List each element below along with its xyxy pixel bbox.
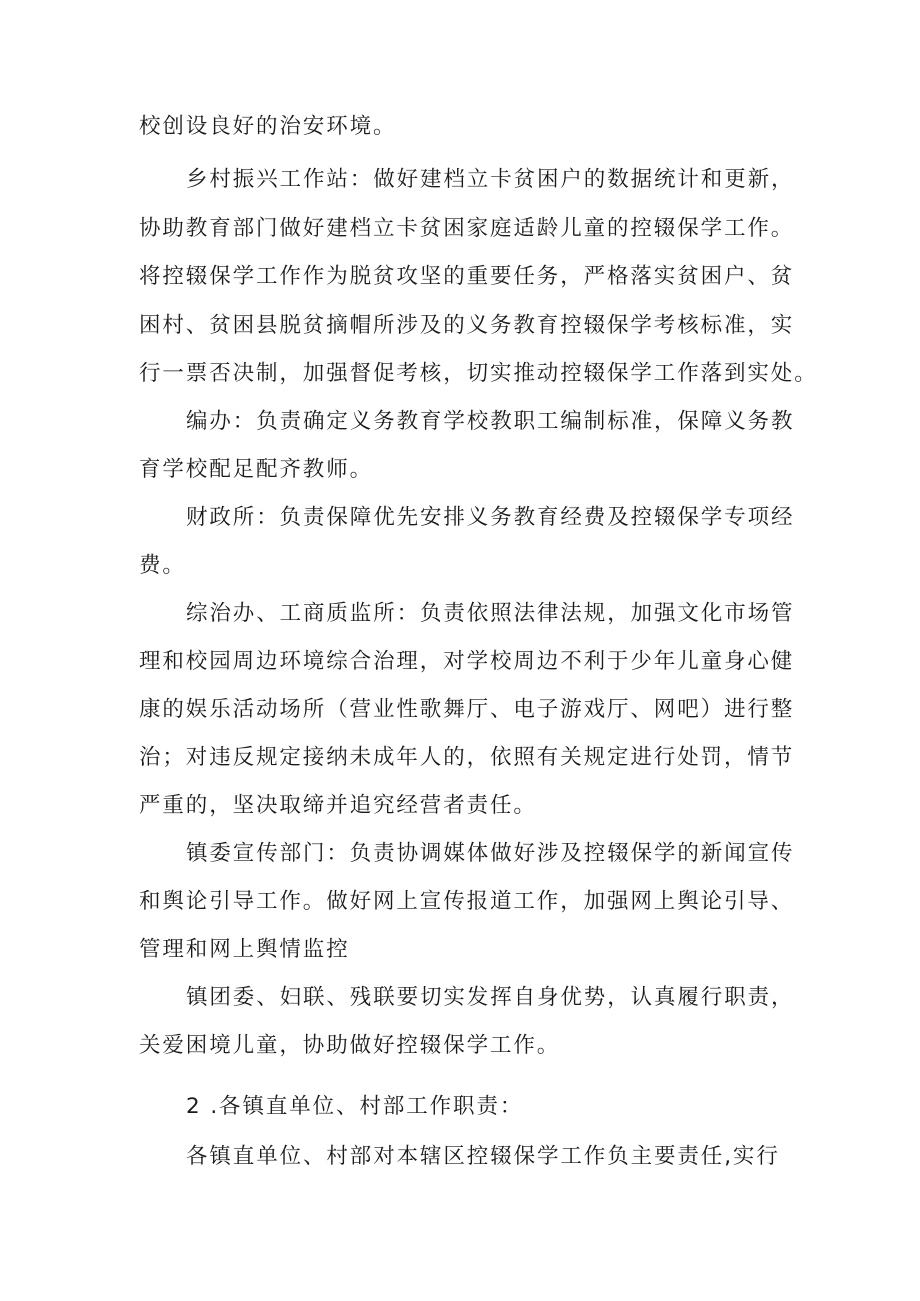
text-line: 管理和网上舆情监控 [139,937,350,962]
text-line: 育学校配足配齐教师。 [139,457,374,482]
text-line: 各镇直单位、村部对本辖区控辍保学工作负主要责任,实行 [186,1144,780,1169]
text-line: 治；对违反规定接纳未成年人的，依照有关规定进行处罚，情节 [139,745,795,770]
text-line: 将控辍保学工作作为脱贫攻坚的重要任务，严格落实贫困户、贫 [139,264,795,289]
text-line: 乡村振兴工作站：做好建档立卡贫困户的数据统计和更新， [186,167,795,192]
text-line: 编办：负责确定义务教育学校教职工编制标准，保障义务教 [186,409,795,434]
text-line: 财政所：负责保障优先安排义务教育经费及控辍保学专项经 [186,505,795,530]
text-line: 理和校园周边环境综合治理，对学校周边不利于少年儿童身心健 [139,649,795,674]
text-line: 和舆论引导工作。做好网上宣传报道工作，加强网上舆论引导、 [139,889,795,914]
text-line: 严重的，坚决取缔并追究经营者责任。 [139,793,537,818]
text-line: 综治办、工商质监所：负责依照法律法规，加强文化市场管 [186,601,795,626]
text-line: 行一票否决制，加强督促考核，切实推动控辍保学工作落到实处。 [139,361,818,386]
text-line: 镇委宣传部门：负责协调媒体做好涉及控辍保学的新闻宣传 [186,841,795,866]
text-line: 关爱困境儿童，协助做好控辍保学工作。 [139,1033,561,1058]
text-line: 康的娱乐活动场所（营业性歌舞厅、电子游戏厅、网吧）进行整 [139,697,795,722]
text-line: 费。 [139,553,186,578]
text-line: 镇团委、妇联、残联要切实发挥自身优势，认真履行职责， [186,985,795,1010]
section-heading: 2 .各镇直单位、村部工作职责： [186,1094,524,1119]
text-line: 协助教育部门做好建档立卡贫困家庭适龄儿童的控辍保学工作。 [139,216,795,241]
text-line: 困村、贫困县脱贫摘帽所涉及的义务教育控辍保学考核标准，实 [139,313,795,338]
text-line: 校创设良好的治安环境。 [139,114,397,139]
